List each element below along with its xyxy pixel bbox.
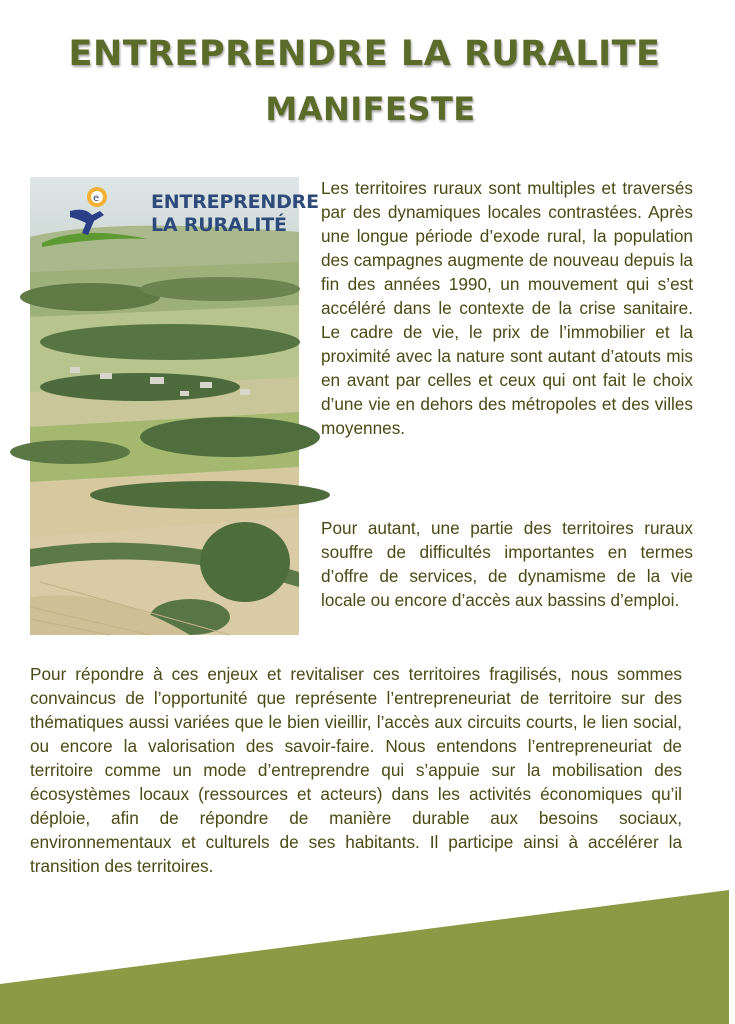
intro-paragraph: Les territoires ruraux sont multiples et traversés par des dynamiques locales contrastées. Après une longue période d’exode rural, la population des campagnes augmente de nouveau depuis la fin des années 1990, un mouvement qui s’est accéléré dans le contexte de la crise sanitaire. Le cadre de vie, le prix de l’immobilier et la proximité avec la nature sont autant d’atouts mis en avant par celles et ceux qui ont fait le choix d’une vie en dehors des métropoles et des villes moyennes. [321, 178, 693, 438]
page-title: ENTREPRENDRE LA RURALITE [68, 34, 661, 74]
difficulties-paragraph: Pour autant, une partie des territoires ruraux souffre de difficultés importantes en termes d’offre de services, de dynamisme de la vie locale ou encore d’accès aux bassins d’emploi. [321, 518, 693, 610]
running-figure-logo-icon [40, 181, 150, 251]
cover-title-line1: ENTREPRENDRE [151, 191, 319, 213]
svg-text:e: e [93, 193, 100, 204]
page-subtitle: MANIFESTE [265, 90, 476, 128]
cover-title-line2: LA RURALITÉ [151, 214, 287, 236]
cover-title [151, 191, 319, 237]
entrepreneurship-paragraph: Pour répondre à ces enjeux et revitaliser ces territoires fragilisés, nous sommes convaincus de l’opportunité que représente l’entrepreneuriat de territoire sur des thématiques aussi variées que le bien vieillir, l’accès aux circuits courts, le lien social, ou encore la valorisation des savoir-faire. Nous entendons l’entrepreneuriat de territoire comme un mode d’entreprendre qui s’appuie sur la mobilisation des écosystèmes locaux (ressources et acteurs) dans les activités économiques qu’il déploie, afin de répondre de manière durable aux besoins sociaux, environnementaux et culturels de ses habitants. Il participe ainsi à accélérer la transition des territoires. [30, 664, 682, 876]
cover-image [30, 177, 319, 635]
